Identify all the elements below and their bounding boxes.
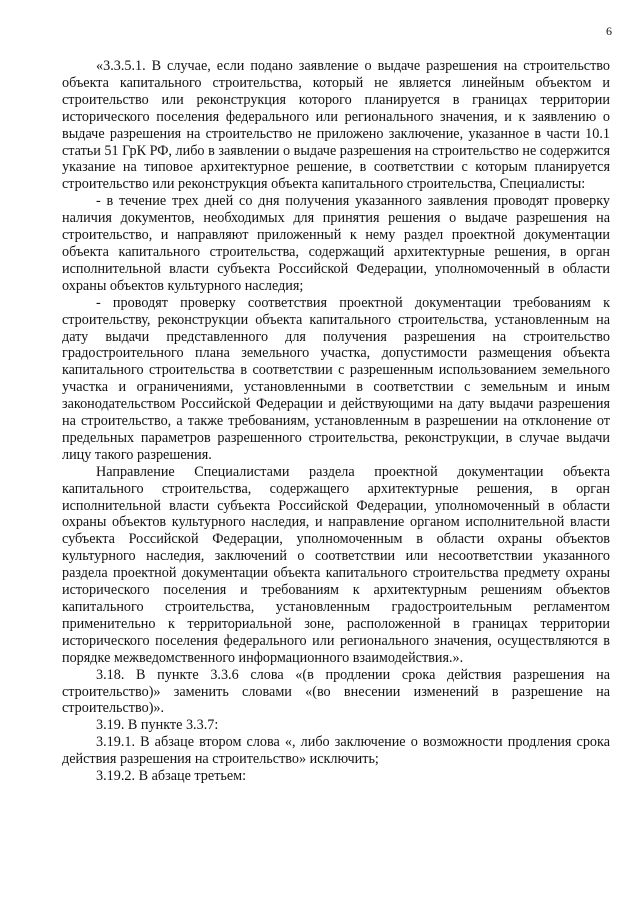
paragraph-3-19: 3.19. В пункте 3.3.7: bbox=[96, 717, 219, 734]
paragraph-dash-2: - проводят проверку соответствия проектной документации требованиям к строительству, реконструкции объекта капитального строительства, установленным на дату выдачи представленного для получения разрешения на строительство градостроительного плана земельного участка, допустимости размещения объекта капитального строительства в соответствии с разрешенным использованием земельного участка и ограничениями, установленными в соответствии с земельным и иным законодательством Российской Федерации и действующими на дату выдачи разрешения на строительство, а также требованиям, установленным в разрешении на отклонение от предельных параметров разрешенного строительства, реконструкции, в случае выдачи лицу такого разрешения. bbox=[62, 294, 610, 463]
page-number: 6 bbox=[606, 24, 612, 38]
document-body bbox=[62, 58, 610, 785]
paragraph-3-18: 3.18. В пункте 3.3.6 слова «(в продлении срока действия разрешения на строительство)» заменить словами «(во внесении изменений в разрешение на строительство)». bbox=[62, 666, 610, 717]
paragraph-direction: Направление Специалистами раздела проектной документации объекта капитального строительства, содержащего архитектурные решения, в орган исполнительной власти субъекта Российской Федерации, уполномоченный в области охраны объектов культурного наследия, и направление органом исполнительной власти субъекта Российской Федерации, уполномоченным в области охраны объектов культурного наследия, заключений о соответствии или несоответствии указанного раздела проектной документации объекта капитального строительства предмету охраны исторического поселения и требованиям к архитектурным решениям объектов капитального строительства, установленным градостроительным регламентом применительно к территориальной зоне, расположенной в границах территории исторического поселения федерального или регионального значения, осуществляются в порядке межведомственного информационного взаимодействия.». bbox=[62, 463, 610, 666]
paragraph-3-19-1: 3.19.1. В абзаце втором слова «, либо заключение о возможности продления срока действия разрешения на строительство» исключить; bbox=[62, 734, 610, 768]
paragraph-dash-1: - в течение трех дней со дня получения указанного заявления проводят проверку наличия документов, необходимых для принятия решения о выдаче разрешения на строительство, и направляют приложенный к нему раздел проектной документации объекта капитального строительства, содержащий архитектурные решения, в орган исполнительной власти субъекта Российской Федерации, уполномоченный в области охраны объектов культурного наследия; bbox=[62, 193, 610, 294]
paragraph-3-3-5-1: «3.3.5.1. В случае, если подано заявление о выдаче разрешения на строительство объекта капитального строительства, который не является линейным объектом и строительство или реконструкция которого планируется в границах территории исторического поселения федерального или регионального значения, и к заявлению о выдаче разрешения на строительство не приложено заключение, указанное в части 10.1 статьи 51 ГрК РФ, либо в заявлении о выдаче разрешения на строительство не содержится указание на типовое архитектурное решение, в соответствии с которым планируется строительство или реконструкция объекта капитального строительства, Специалисты: bbox=[62, 58, 610, 193]
paragraph-3-19-2: 3.19.2. В абзаце третьем: bbox=[96, 768, 247, 785]
